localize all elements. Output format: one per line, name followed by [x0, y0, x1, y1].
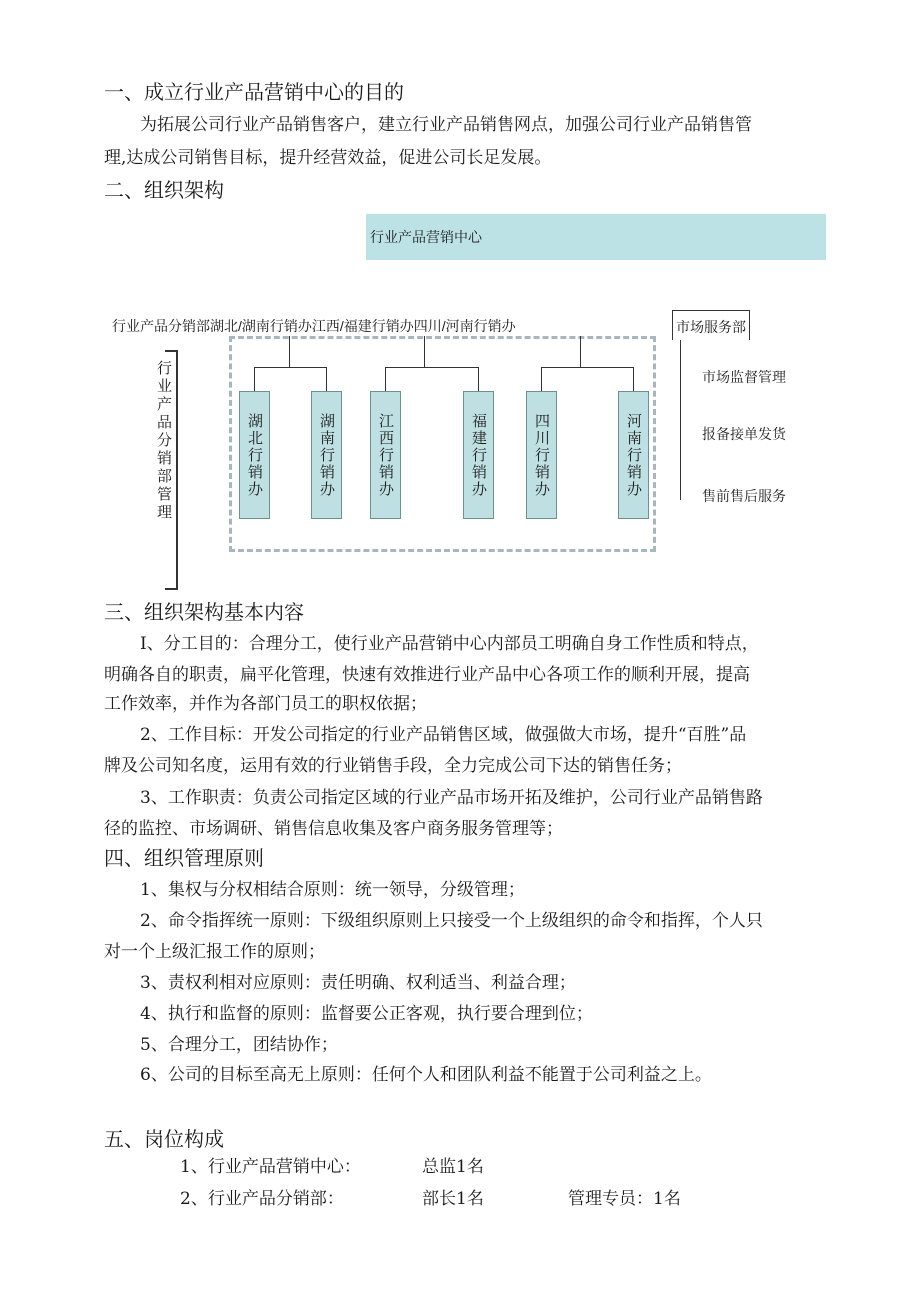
connector-1 — [289, 336, 290, 368]
section3-item2-line2: 牌及公司知名度，运用有效的行业销售手段，全力完成公司下达的销售任务； — [104, 756, 682, 776]
section2-heading: 二、组织架构 — [104, 178, 224, 202]
section4-item4: 4、执行和监督的原则：监督要公正客观，执行要合理到位； — [140, 1004, 593, 1024]
section4-item3: 3、责权利相对应原则：责任明确、权利适当、利益合理； — [140, 973, 576, 993]
section3-item2-line1: 2、工作目标：开发公司指定的行业产品销售区域，做强做大市场，提升“百胜”品 — [140, 725, 747, 745]
connector-2 — [254, 367, 326, 368]
section4-item2-line1: 2、命令指挥统一原则：下级组织原则上只接受一个上级组织的命令和指挥，个人只 — [140, 911, 763, 931]
side-bracket-line — [176, 350, 178, 590]
market-item-order: 报备接单发货 — [702, 426, 786, 442]
connector-6 — [385, 367, 478, 368]
position-row2-extra: 管理专员：1名 — [568, 1189, 681, 1209]
branch-box-fujian: 福建行销办 — [463, 391, 494, 519]
position-row2-count: 部长1名 — [422, 1189, 484, 1209]
section3-item3-line1: 3、工作职责：负责公司指定区域的行业产品市场开拓及维护，公司行业产品销售路 — [140, 788, 763, 808]
branch-box-hunan: 湖南行销办 — [311, 391, 342, 519]
branch-box-jiangxi: 江西行销办 — [370, 391, 401, 519]
section4-heading: 四、组织管理原则 — [104, 846, 264, 870]
section1-paragraph-line2: 理,达成公司销售目标，提升经营效益，促进公司长足发展。 — [104, 148, 552, 168]
section1-heading: 一、成立行业产品营销中心的目的 — [104, 80, 404, 104]
section4-item6: 6、公司的目标至高无上原则：任何个人和团队利益不能置于公司利益之上。 — [140, 1065, 712, 1085]
branch-dashed-frame — [229, 336, 656, 552]
section3-item3-line2: 径的监控、市场调研、销售信息收集及客户商务服务管理等； — [104, 819, 563, 839]
connector-9 — [580, 336, 581, 368]
org-top-box: 行业产品营销中心 — [366, 214, 826, 260]
section3-item1-line2: 明确各自的职责，扁平化管理，快速有效推进行业产品中心各项工作的顺利开展，提高 — [104, 665, 750, 685]
position-row1-count: 总监1名 — [422, 1157, 484, 1177]
side-label: 行业产品分销部管理 — [155, 360, 172, 522]
connector-5 — [424, 336, 425, 368]
side-bracket-top — [165, 350, 177, 352]
section3-item1-line1: I、分工目的：合理分工，使行业产品营销中心内部员工明确自身工作性质和特点， — [140, 634, 759, 654]
section3-heading: 三、组织架构基本内容 — [104, 600, 304, 624]
section4-item5: 5、合理分工，团结协作； — [140, 1035, 338, 1055]
position-row1-label: 1、行业产品营销中心： — [180, 1157, 361, 1177]
section3-item1-line3: 工作效率，并作为各部门员工的职权依据； — [104, 694, 427, 714]
section4-item2-line2: 对一个上级汇报工作的原则； — [104, 942, 325, 962]
market-item-service: 售前售后服务 — [702, 488, 786, 504]
side-bracket-bottom — [165, 588, 177, 590]
branch-box-henan: 河南行销办 — [618, 391, 649, 519]
market-dept-box: 市场服务部 — [672, 310, 750, 340]
connector-10 — [541, 367, 633, 368]
org-sub-header: 行业产品分销部湖北/湖南行销办江西/福建行销办四川/河南行销办 — [112, 318, 516, 334]
market-item-supervision: 市场监督管理 — [702, 369, 786, 385]
branch-box-hubei: 湖北行销办 — [239, 391, 270, 519]
market-dept-line — [680, 340, 681, 500]
position-row2-label: 2、行业产品分销部： — [180, 1189, 344, 1209]
section1-paragraph-line1: 为拓展公司行业产品销售客户，建立行业产品销售网点，加强公司行业产品销售管 — [140, 115, 752, 135]
section4-item1: 1、集权与分权相结合原则：统一领导，分级管理； — [140, 880, 525, 900]
branch-box-sichuan: 四川行销办 — [526, 391, 557, 519]
section5-heading: 五、岗位构成 — [104, 1127, 224, 1151]
